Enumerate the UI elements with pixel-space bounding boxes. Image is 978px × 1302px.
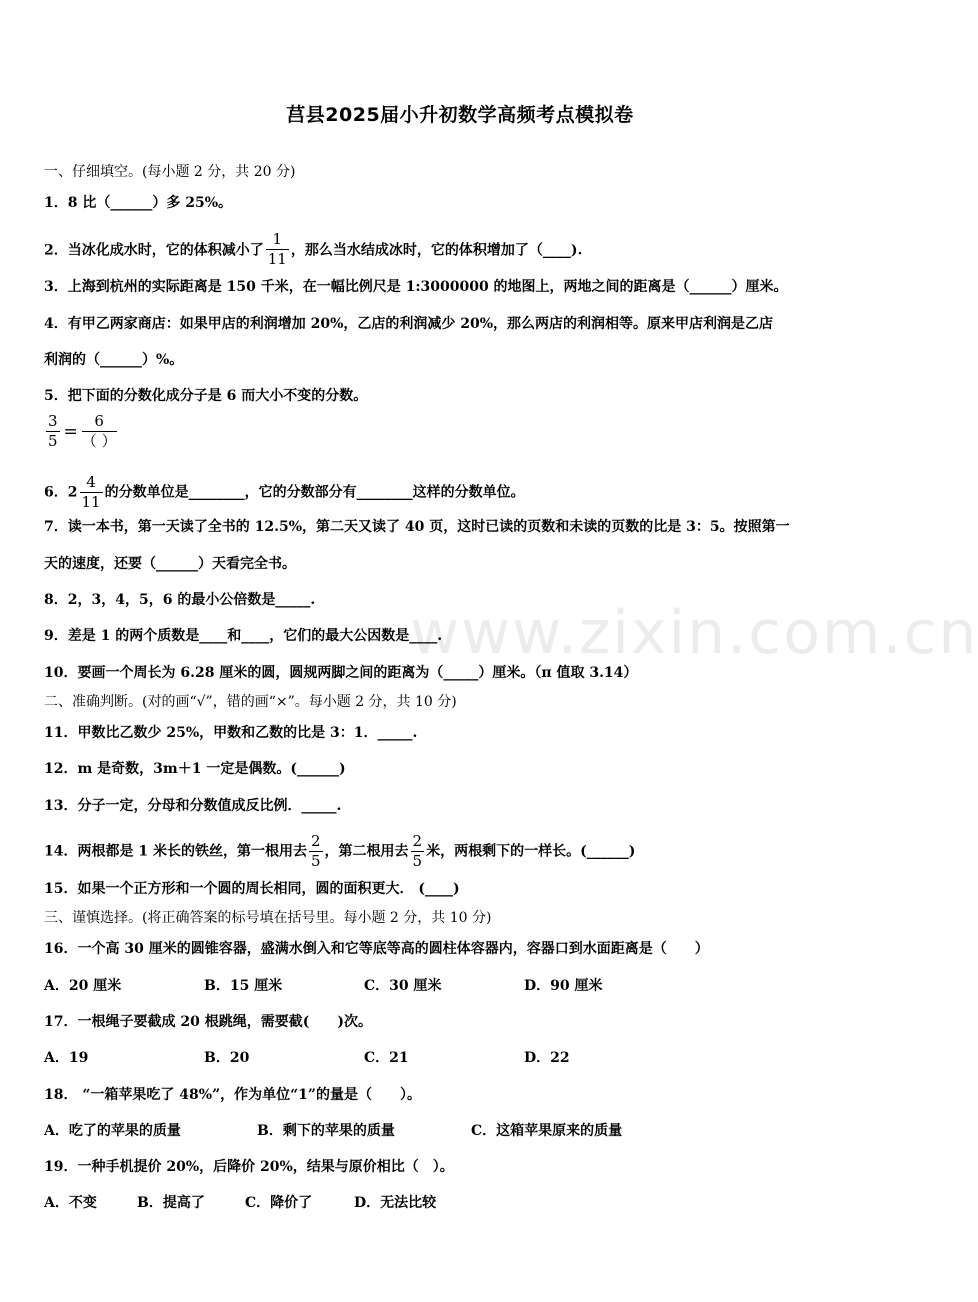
question-10: 10．要画一个周长为 6.28 厘米的圆，圆规两脚之间的距离为（_____）厘米。（π 值取 3.14） — [44, 665, 638, 681]
fraction-denominator: 5 — [412, 852, 423, 870]
q18-option-a: A．吃了的苹果的质量 — [44, 1123, 181, 1139]
q16-option-a: A．20 厘米 — [44, 978, 122, 994]
q17-option-c: C．21 — [364, 1050, 409, 1066]
fraction-numerator: 1 — [272, 230, 283, 248]
question-4-line-2: 利润的（______）%。 — [44, 352, 184, 368]
question-3: 3．上海到杭州的实际距离是 150 千米，在一幅比例尺是 1:3000000 的地图上，两地之间的距离是（______）厘米。 — [44, 279, 788, 295]
question-18: 18． “一箱苹果吃了 48%”，作为单位“1”的量是（ ）。 — [44, 1087, 421, 1103]
fraction-denominator: 5 — [48, 432, 58, 450]
fraction-1-11 — [266, 232, 289, 267]
question-2-text-post: ，那么当水结成冰时，它的体积增加了（____). — [290, 242, 583, 259]
fraction-equation — [44, 414, 119, 449]
fraction-numerator: 3 — [48, 412, 58, 430]
q19-option-c: C．降价了 — [245, 1195, 313, 1211]
question-11: 11．甲数比乙数少 25%，甲数和乙数的比是 3：1．_____. — [44, 725, 418, 741]
section-heading-choice: 三、谨慎选择。(将正确答案的标号填在括号里。每小题 2 分，共 10 分) — [44, 910, 492, 926]
q17-option-a: A．19 — [44, 1050, 89, 1066]
question-8: 8．2，3，4，5，6 的最小公倍数是_____. — [44, 592, 316, 608]
question-14-text-pre: 14．两根都是 1 米长的铁丝，第一根用去 — [44, 843, 307, 860]
fraction-3-5 — [46, 414, 60, 449]
question-1: 1．8 比（______）多 25%。 — [44, 195, 233, 211]
section-heading-judgment: 二、准确判断。(对的画“√”，错的画“×”。每小题 2 分，共 10 分) — [44, 694, 457, 710]
fraction-numerator: 4 — [86, 473, 96, 491]
section-heading-fill-in: 一、仔细填空。(每小题 2 分，共 20 分) — [44, 164, 296, 180]
mixed-fraction — [80, 475, 103, 510]
question-12: 12．m 是奇数，3m＋1 一定是偶数。(______) — [44, 761, 346, 777]
question-14-text-post: 米，两根剩下的一样长。(______) — [426, 843, 636, 860]
q17-option-d: D．22 — [524, 1050, 570, 1066]
question-14-text-mid: ，第二根用去 — [324, 843, 409, 860]
question-14 — [44, 834, 880, 869]
q19-option-b: B．提高了 — [137, 1195, 205, 1211]
question-7-line-2: 天的速度，还要（______）天看完全书。 — [44, 556, 296, 572]
fraction-6-blank — [82, 414, 117, 449]
question-6 — [44, 475, 880, 510]
page-title: 莒县2025届小升初数学高频考点模拟卷 — [286, 104, 634, 126]
fraction-numerator: 2 — [310, 832, 321, 850]
question-5: 5．把下面的分数化成分子是 6 而大小不变的分数。 — [44, 388, 368, 404]
q18-option-c: C．这箱苹果原来的质量 — [471, 1123, 623, 1139]
question-6-text: 的分数单位是________，它的分数部分有________这样的分数单位。 — [104, 484, 525, 501]
question-6-number: 6． — [44, 484, 68, 501]
fraction-2-5-second — [411, 834, 425, 869]
q16-option-b: B．15 厘米 — [204, 978, 283, 994]
fraction-numerator: 2 — [412, 832, 423, 850]
equals-sign: = — [63, 421, 78, 442]
q19-option-d: D．无法比较 — [354, 1195, 437, 1211]
question-7-line-1: 7．读一本书，第一天读了全书的 12.5%，第二天又读了 40 页，这时已读的页数和未读的页数的比是 3：5。按照第一 — [44, 519, 790, 535]
question-4-line-1: 4．有甲乙两家商店：如果甲店的利润增加 20%，乙店的利润减少 20%，那么两店的利润相等。原来甲店利润是乙店 — [44, 316, 774, 332]
q16-option-c: C．30 厘米 — [364, 978, 442, 994]
watermark: www.zixin.com.cn — [410, 598, 978, 668]
question-2-text-pre: 2．当冰化成水时，它的体积减小了 — [44, 242, 264, 259]
q18-option-b: B．剩下的苹果的质量 — [257, 1123, 395, 1139]
mixed-whole: 2 — [67, 484, 78, 501]
question-9: 9．差是 1 的两个质数是____和____，它们的最大公因数是____. — [44, 628, 443, 644]
question-2 — [44, 230, 880, 268]
fraction-denominator: 11 — [81, 493, 101, 511]
question-15: 15．如果一个正方形和一个圆的周长相同，圆的面积更大． (____) — [44, 881, 460, 897]
question-19: 19．一种手机提价 20%，后降价 20%，结果与原价相比（ ）。 — [44, 1159, 454, 1175]
fraction-denominator-blank: （ ） — [81, 432, 117, 450]
fraction-numerator: 6 — [94, 412, 104, 430]
q16-option-d: D．90 厘米 — [524, 978, 603, 994]
q19-option-a: A．不变 — [44, 1195, 97, 1211]
question-13: 13．分子一定，分母和分数值成反比例．_____. — [44, 798, 342, 814]
fraction-denominator: 11 — [267, 250, 287, 268]
question-17: 17．一根绳子要截成 20 根跳绳，需要截( )次。 — [44, 1014, 372, 1030]
fraction-denominator: 5 — [310, 852, 321, 870]
question-16: 16．一个高 30 厘米的圆锥容器，盛满水倒入和它等底等高的圆柱体容器内，容器口到水面距离是（ ） — [44, 941, 709, 957]
mixed-number-2-4-11 — [68, 475, 105, 510]
fraction-2-5-first — [309, 834, 323, 869]
q17-option-b: B．20 — [204, 1050, 250, 1066]
